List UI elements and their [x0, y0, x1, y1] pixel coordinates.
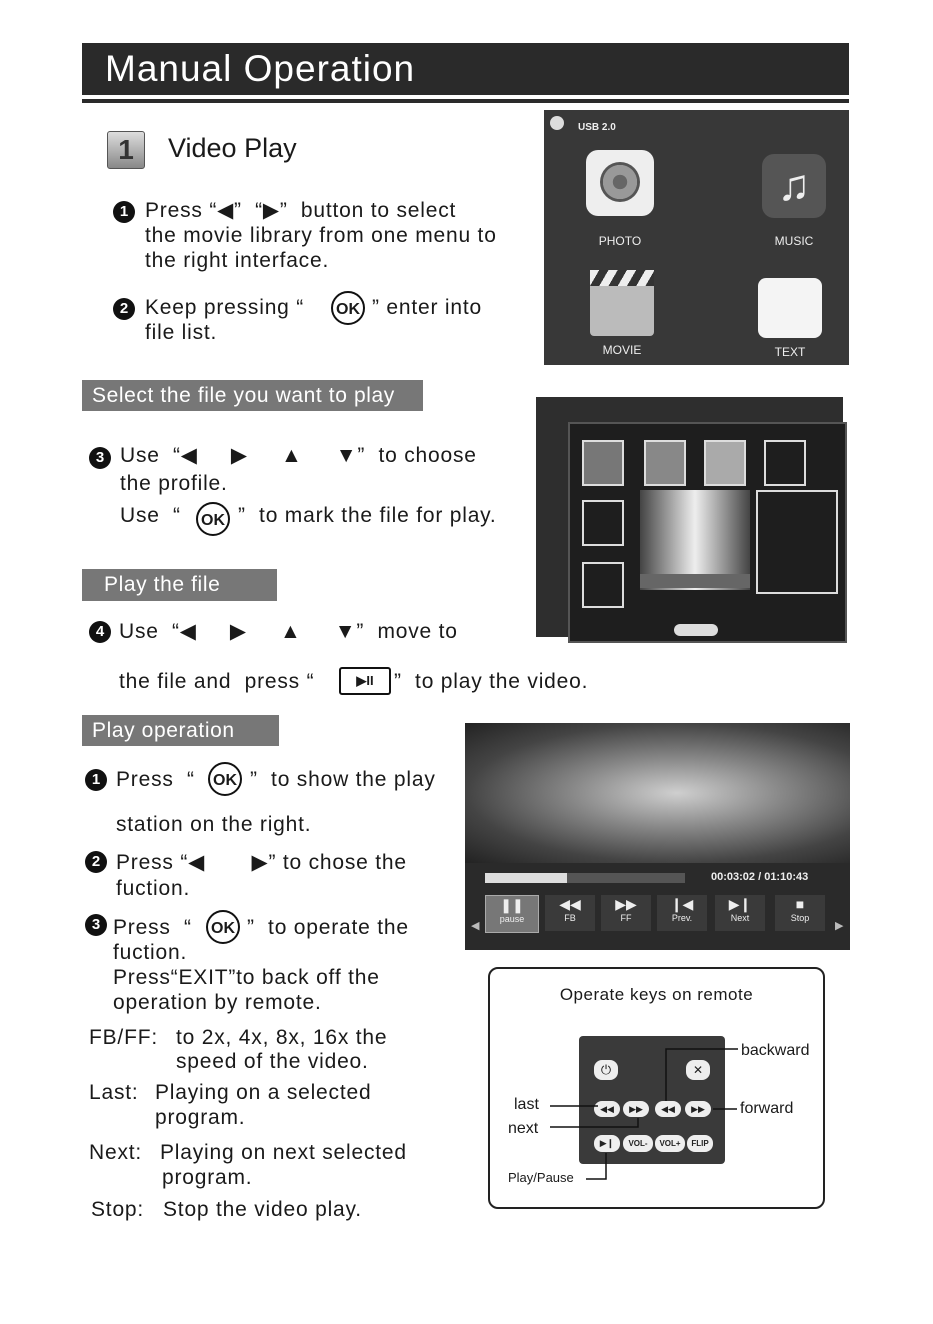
button-label: FF [620, 913, 632, 923]
last-key-icon[interactable]: ◀◀ [594, 1101, 620, 1117]
left-arrow-icon[interactable]: ◀ [471, 920, 480, 932]
section-header: Select the file you want to play [82, 380, 423, 411]
menu-item-label: PHOTO [598, 234, 642, 248]
section-title: Video Play [168, 133, 297, 163]
right-arrow-icon[interactable]: ▶ [835, 920, 844, 932]
skip-forward-icon: ▶❙ [728, 896, 752, 912]
player-screen [465, 723, 850, 950]
op3-line4: operation by remote. [113, 991, 322, 1014]
progress-track[interactable] [485, 873, 685, 883]
step3-line3-pre: Use “ [120, 504, 181, 527]
file-thumb[interactable] [582, 440, 624, 486]
note-line2: program. [162, 1166, 253, 1189]
step2-pre: Keep pressing “ [145, 296, 305, 319]
file-thumb[interactable] [644, 440, 686, 486]
op1-post: ” to show the play [250, 768, 436, 791]
ok-key-icon: OK [208, 762, 242, 796]
pause-button[interactable] [485, 895, 539, 933]
vol-minus-key[interactable]: VOL- [623, 1135, 653, 1152]
file-thumb[interactable] [582, 562, 624, 608]
file-browser-window [568, 422, 847, 643]
step-bullet: 4 [89, 621, 111, 643]
fb-button[interactable] [545, 895, 595, 931]
ok-key-icon: OK [331, 291, 365, 325]
step4-line1: Use “◀ ▶ ▲ ▼” move to [119, 620, 458, 643]
vol-plus-key[interactable]: VOL+ [655, 1135, 685, 1152]
note-term: Stop: [91, 1198, 145, 1221]
ok-key-icon: OK [206, 910, 240, 944]
stop-button[interactable] [775, 895, 825, 931]
step3-line1: Use “◀ ▶ ▲ ▼” to choose [120, 444, 477, 467]
note-line1: Stop the video play. [163, 1198, 362, 1221]
step2-post: ” enter into [372, 296, 482, 319]
file-thumb[interactable] [704, 440, 746, 486]
menu-item-label: TEXT [774, 345, 806, 359]
power-icon[interactable]: ⏻ [594, 1060, 618, 1080]
menu-item-label: MUSIC [774, 234, 814, 248]
forward-key-icon[interactable]: ▶▶ [685, 1101, 711, 1117]
step-bullet: 3 [85, 914, 107, 936]
file-thumb[interactable] [582, 500, 624, 546]
playpause-label: Play/Pause [508, 1170, 574, 1185]
step2-line2: file list. [145, 321, 218, 344]
last-label: last [514, 1096, 539, 1113]
pause-icon: ❚❚ [500, 897, 524, 913]
back-icon [550, 116, 564, 130]
fast-forward-icon: ▶▶ [615, 896, 637, 912]
step4-line2-pre: the file and press “ [119, 670, 315, 693]
op2-line2: fuction. [116, 877, 191, 900]
prev-button[interactable] [657, 895, 707, 931]
op1-pre: Press “ [116, 768, 195, 791]
forward-label: forward [740, 1100, 794, 1117]
step3-line3-post: ” to mark the file for play. [238, 504, 497, 527]
time-readout: 00:03:02 / 01:10:43 [711, 871, 809, 883]
preview-bar [640, 574, 750, 588]
note-term: Next: [89, 1141, 143, 1164]
button-label: Stop [790, 913, 810, 923]
note-line2: speed of the video. [176, 1050, 369, 1073]
note-line1: to 2x, 4x, 8x, 16x the [176, 1026, 388, 1049]
step1-line3: the right interface. [145, 249, 330, 272]
flip-key[interactable]: FLIP [687, 1135, 713, 1152]
section-header: Play the file [82, 569, 277, 601]
op3-line2: fuction. [113, 941, 188, 964]
usb-label: USB 2.0 [578, 122, 616, 133]
next-label: next [508, 1120, 539, 1137]
button-label: pause [499, 914, 525, 924]
photo-icon[interactable] [586, 150, 654, 216]
menu-screen [544, 110, 849, 365]
backward-callout [666, 1049, 738, 1101]
note-term: Last: [89, 1081, 139, 1104]
note-line1: Playing on a selected [155, 1081, 372, 1104]
rewind-icon: ◀◀ [559, 896, 581, 912]
skip-back-icon: ❙◀ [670, 896, 694, 912]
step-bullet: 2 [85, 851, 107, 873]
mute-icon[interactable]: ✕ [686, 1060, 710, 1080]
step3-line2: the profile. [120, 472, 228, 495]
playpause-callout [586, 1153, 606, 1179]
backward-key-icon[interactable]: ◀◀ [655, 1101, 681, 1117]
step-bullet: 1 [85, 769, 107, 791]
title-rule [82, 99, 849, 103]
button-label: Prev. [671, 913, 693, 923]
op3-pre: Press “ [113, 916, 192, 939]
ok-key-icon: OK [196, 502, 230, 536]
step1-line2: the movie library from one menu to [145, 224, 497, 247]
next-callout [550, 1118, 638, 1127]
stop-icon: ■ [795, 896, 805, 912]
section-number: 1 [107, 131, 145, 169]
next-key-icon[interactable]: ▶▶ [623, 1101, 649, 1117]
step-bullet: 1 [113, 201, 135, 223]
ff-button[interactable] [601, 895, 651, 931]
menu-item-label: MOVIE [602, 343, 642, 357]
section-header: Play operation [82, 715, 279, 746]
play-pause-key-icon: ▶II [339, 667, 391, 695]
page-title: Manual Operation [82, 43, 849, 95]
op2-line1: Press “◀ ▶” to chose the [116, 851, 407, 874]
note-line1: Playing on next selected [160, 1141, 407, 1164]
backward-label: backward [741, 1042, 810, 1059]
movie-icon[interactable] [590, 270, 654, 336]
step-bullet: 3 [89, 447, 111, 469]
step1-line1: Press “◀” “▶” button to select [145, 199, 457, 222]
file-thumb[interactable] [764, 440, 806, 486]
note-line2: program. [155, 1106, 246, 1129]
music-icon[interactable]: ♫ [762, 154, 826, 218]
op3-post: ” to operate the [247, 916, 409, 939]
scroll-indicator [674, 624, 718, 636]
button-label: Next [730, 913, 750, 923]
step4-line2-post: ” to play the video. [394, 670, 589, 693]
progress-fill [485, 873, 567, 883]
op3-line3: Press“EXIT”to back off the [113, 966, 380, 989]
remote-title: Operate keys on remote [559, 985, 754, 1004]
text-icon[interactable] [758, 278, 822, 338]
step-bullet: 2 [113, 298, 135, 320]
note-term: FB/FF: [89, 1026, 158, 1049]
op1-line2: station on the right. [116, 813, 312, 836]
file-info-panel [756, 490, 838, 594]
video-frame [465, 723, 850, 863]
button-label: FB [564, 913, 576, 923]
next-button[interactable] [715, 895, 765, 931]
play-pause-key[interactable]: ▶❙ [594, 1135, 620, 1152]
